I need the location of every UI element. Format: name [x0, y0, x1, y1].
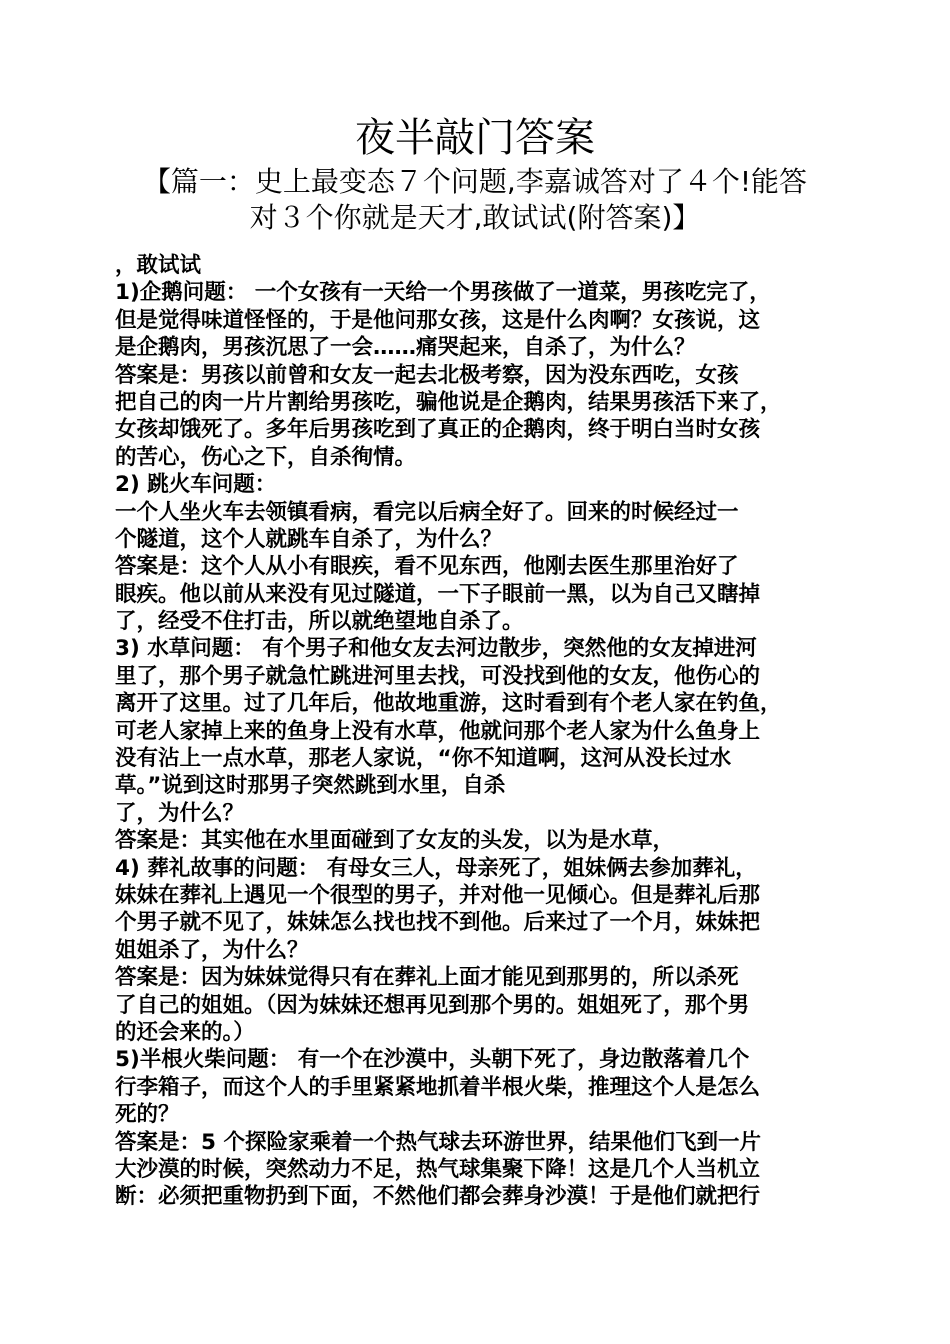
- document-body: [115, 252, 845, 1211]
- document-subtitle: [110, 164, 840, 236]
- body-line: 离开了这里。过了几年后，他故地重游，这时看到有个老人家在钓鱼，: [115, 691, 782, 717]
- body-line: 了，为什么？: [115, 800, 245, 826]
- subtitle-line: 对３个你就是天才,敢试试(附答案)】: [249, 201, 701, 234]
- body-line: 答案是：5 个探险家乘着一个热气球去环游世界，结果他们飞到一片: [115, 1129, 761, 1155]
- body-line: 3) 水草问题： 有个男子和他女友去河边散步，突然他的女友掉进河: [115, 636, 757, 662]
- body-line: 了，经受不住打击，所以就绝望地自杀了。: [115, 609, 524, 635]
- body-line: 女孩却饿死了。多年后男孩吃到了真正的企鹅肉，终于明白当时女孩: [115, 417, 761, 443]
- body-line: 但是觉得味道怪怪的，于是他问那女孩，这是什么肉啊？女孩说，这: [115, 307, 761, 333]
- body-line: 死的？: [115, 1102, 180, 1128]
- body-line: 行李箱子，而这个人的手里紧紧地抓着半根火柴，推理这个人是怎么: [115, 1074, 761, 1100]
- body-line: 妹妹在葬礼上遇见一个很型的男子，并对他一见倾心。但是葬礼后那: [115, 882, 761, 908]
- body-line: 的苦心，伤心之下，自杀徇情。: [115, 444, 417, 470]
- body-line: 大沙漠的时候，突然动力不足，热气球集聚下降！这是几个人当机立: [115, 1156, 761, 1182]
- body-line: 了自己的姐姐。（因为妹妹还想再见到那个男的。姐姐死了，那个男: [115, 992, 750, 1018]
- body-line: 答案是：男孩以前曾和女友一起去北极考察，因为没东西吃，女孩: [115, 362, 739, 388]
- body-line: 的还会来的。）: [115, 1019, 255, 1045]
- body-line: 断：必须把重物扔到下面，不然他们都会葬身沙漠！于是他们就把行: [115, 1184, 761, 1210]
- body-line: 答案是：因为妹妹觉得只有在葬礼上面才能见到那男的，所以杀死: [115, 965, 739, 991]
- subtitle-line: 【篇一：史上最变态７个问题,李嘉诚答对了４个!能答: [142, 165, 808, 198]
- body-line: 没有沾上一点水草，那老人家说，“你不知道啊，这河从没长过水: [115, 746, 732, 772]
- body-line: 2) 跳火车问题：: [115, 472, 277, 498]
- body-line: 1)企鹅问题： 一个女孩有一天给一个男孩做了一道菜，男孩吃完了，: [115, 280, 771, 306]
- body-line: 个男子就不见了，妹妹怎么找也找不到他。后来过了一个月，妹妹把: [115, 910, 761, 936]
- body-line: 草。”说到这时那男子突然跳到水里，自杀: [115, 773, 506, 799]
- body-line: 个隧道，这个人就跳车自杀了，为什么？: [115, 526, 503, 552]
- body-line: ，敢试试: [115, 253, 202, 278]
- body-line: 答案是：这个人从小有眼疾，看不见东西，他刚去医生那里治好了: [115, 554, 739, 580]
- body-line: 是企鹅肉，男孩沉思了一会……痛哭起来，自杀了，为什么？: [115, 335, 696, 361]
- body-line: 4) 葬礼故事的问题： 有母女三人，母亲死了，姐妹俩去参加葬礼，: [115, 855, 757, 881]
- body-line: 里了，那个男子就急忙跳进河里去找，可没找到他的女友，他伤心的: [115, 663, 761, 689]
- body-line: 5)半根火柴问题： 有一个在沙漠中，头朝下死了，身边散落着几个: [115, 1047, 750, 1073]
- body-line: 可老人家掉上来的鱼身上没有水草，他就问那个老人家为什么鱼身上: [115, 718, 761, 744]
- body-line: 眼疾。他以前从来没有见过隧道，一下子眼前一黑，以为自己又瞎掉: [115, 581, 761, 607]
- body-line: 答案是：其实他在水里面碰到了女友的头发，以为是水草，: [115, 828, 675, 854]
- body-line: 一个人坐火车去领镇看病，看完以后病全好了。回来的时候经过一: [115, 499, 739, 525]
- body-line: 把自己的肉一片片割给男孩吃，骗他说是企鹅肉，结果男孩活下来了，: [115, 389, 782, 415]
- document-title: 夜半敲门答案: [355, 115, 595, 161]
- body-line: 姐姐杀了，为什么？: [115, 937, 309, 963]
